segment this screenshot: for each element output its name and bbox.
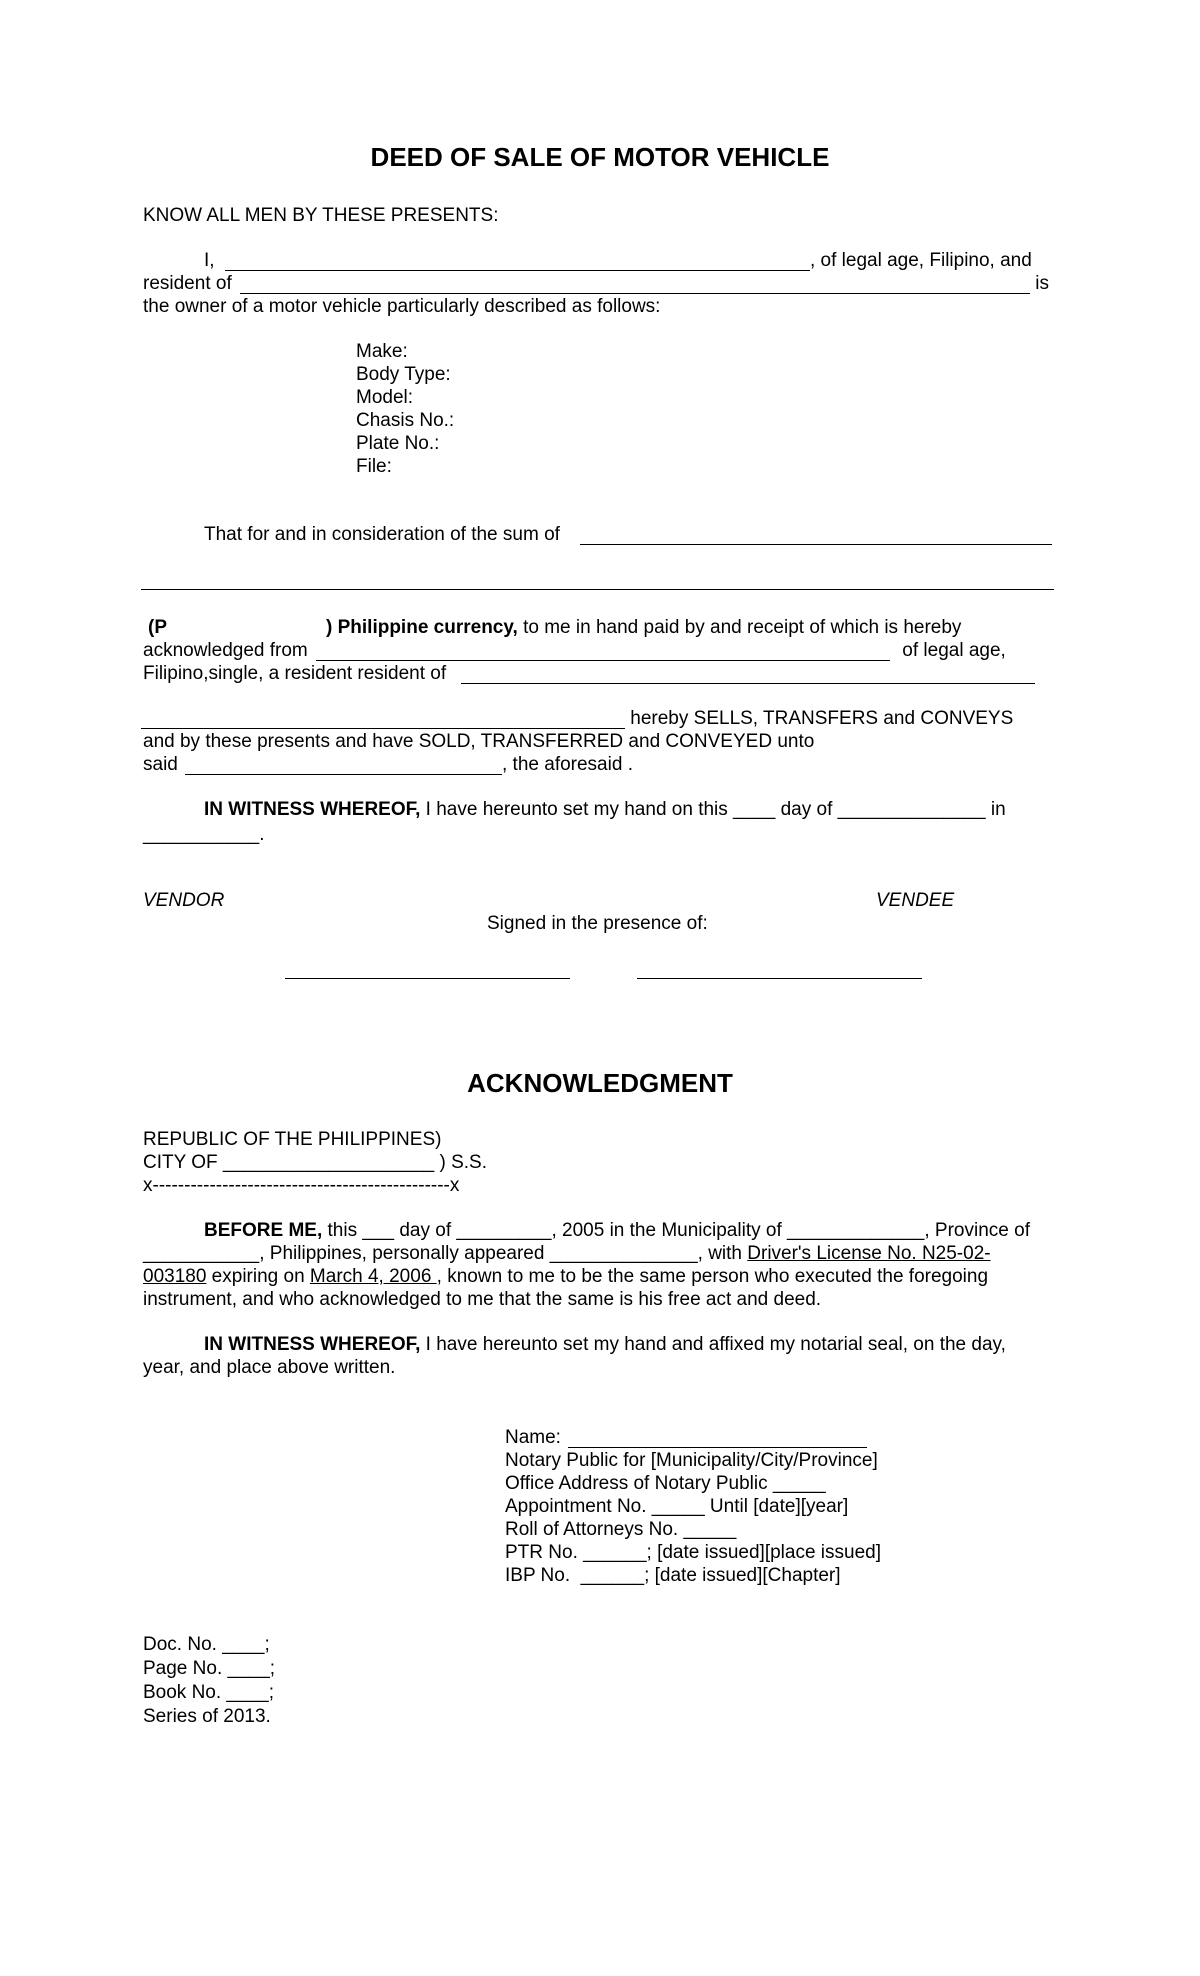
residence-blank xyxy=(240,293,1030,294)
vehicle-field-make: Make: xyxy=(356,341,408,362)
sold-transferred-text: and by these presents and have SOLD, TRANSFERRED and CONVEYED unto xyxy=(143,731,815,752)
sells-transfers-text: hereby SELLS, TRANSFERS and CONVEYS xyxy=(625,708,1014,729)
resident-of-label: resident of xyxy=(143,273,237,294)
deed-title: DEED OF SALE OF MOTOR VEHICLE xyxy=(370,142,830,172)
aforesaid-text: , the aforesaid . xyxy=(502,754,633,775)
said-label: said xyxy=(143,754,184,775)
know-all-heading: KNOW ALL MEN BY THESE PRESENTS: xyxy=(143,205,499,226)
sum-blank xyxy=(580,544,1052,545)
vehicle-field-model: Model: xyxy=(356,387,414,408)
separator-line: x-----------------------------------------------x xyxy=(143,1175,460,1196)
expiry-line: 003180 expiring on March 4, 2006 , known to me to be the same person who executed the foregoing xyxy=(143,1266,989,1287)
notary-name-label: Name: xyxy=(505,1427,567,1448)
owner-of-vehicle-text: the owner of a motor vehicle particularly described as follows: xyxy=(143,296,661,317)
notary-ptr: PTR No. ______; [date issued][place issued] xyxy=(505,1542,882,1563)
doc-no: Doc. No. ____; xyxy=(143,1634,270,1655)
vendor-label: VENDOR xyxy=(143,890,225,911)
vehicle-field-plate: Plate No.: xyxy=(356,433,440,454)
peso-amount-line: (P xyxy=(148,617,167,638)
buyer-residence-blank xyxy=(461,683,1035,684)
currency-line: ) Philippine currency, to me in hand paid by and receipt of which is hereby xyxy=(326,617,962,638)
signed-presence-text: Signed in the presence of: xyxy=(487,913,708,934)
witness-clause: IN WITNESS WHEREOF, I have hereunto set my hand on this ____ day of ______________ in xyxy=(204,799,1006,820)
witness-clause-continued: ___________. xyxy=(143,824,265,845)
notary-public-for: Notary Public for [Municipality/City/Province] xyxy=(505,1450,878,1471)
buyer-name-blank xyxy=(316,660,890,661)
vehicle-field-chasis: Chasis No.: xyxy=(356,410,455,431)
republic-line: REPUBLIC OF THE PHILIPPINES) xyxy=(143,1129,442,1150)
series-year: Series of 2013. xyxy=(143,1706,271,1727)
is-text: is xyxy=(1030,273,1049,294)
acknowledged-from-label: acknowledged from xyxy=(143,640,314,661)
page-no: Page No. ____; xyxy=(143,1658,276,1679)
notary-name-blank xyxy=(568,1447,867,1448)
witness-signature-line-2 xyxy=(637,978,922,979)
notary-ibp: IBP No. ______; [date issued][Chapter] xyxy=(505,1565,841,1586)
notary-office-address: Office Address of Notary Public _____ xyxy=(505,1473,826,1494)
expiry-date: March 4, 2006 xyxy=(309,1266,437,1287)
notary-roll-of-attorneys: Roll of Attorneys No. _____ xyxy=(505,1519,737,1540)
owner-name-blank xyxy=(225,270,810,271)
license-number-continued: 003180 xyxy=(143,1266,207,1287)
acknowledgment-title: ACKNOWLEDGMENT xyxy=(467,1068,733,1098)
owner-intro: I, xyxy=(204,250,220,271)
notarial-witness-clause: IN WITNESS WHEREOF, I have hereunto set my hand and affixed my notarial seal, on the day, xyxy=(204,1334,1006,1355)
buyer-legal-age: of legal age, xyxy=(897,640,1006,661)
vendee-label: VENDEE xyxy=(876,890,955,911)
consideration-text: That for and in consideration of the sum of xyxy=(204,524,566,545)
witness-signature-line-1 xyxy=(285,978,570,979)
vendee-name-blank xyxy=(185,774,502,775)
city-line: CITY OF ____________________ ) S.S. xyxy=(143,1152,488,1173)
sum-words-blank xyxy=(141,589,1054,590)
personally-appeared-line: ___________, Philippines, personally appeared ______________, with Driver's License No. N25-02- xyxy=(143,1243,991,1264)
vehicle-field-body-type: Body Type: xyxy=(356,364,451,385)
notary-appointment: Appointment No. _____ Until [date][year] xyxy=(505,1496,849,1517)
book-no: Book No. ____; xyxy=(143,1682,274,1703)
drivers-license-link: Driver's License No. N25-02- xyxy=(747,1243,991,1264)
before-me-clause: BEFORE ME, this ___ day of _________, 2005 in the Municipality of _____________, Province of xyxy=(204,1220,1030,1241)
vehicle-field-file: File: xyxy=(356,456,392,477)
notarial-witness-continued: year, and place above written. xyxy=(143,1357,396,1378)
buyer-residence-label: Filipino,single, a resident resident of xyxy=(143,663,452,684)
free-act-line: instrument, and who acknowledged to me that the same is his free act and deed. xyxy=(143,1289,822,1310)
buyer-residence-continued-blank xyxy=(141,728,625,729)
owner-legal-age: , of legal age, Filipino, and xyxy=(810,250,1032,271)
